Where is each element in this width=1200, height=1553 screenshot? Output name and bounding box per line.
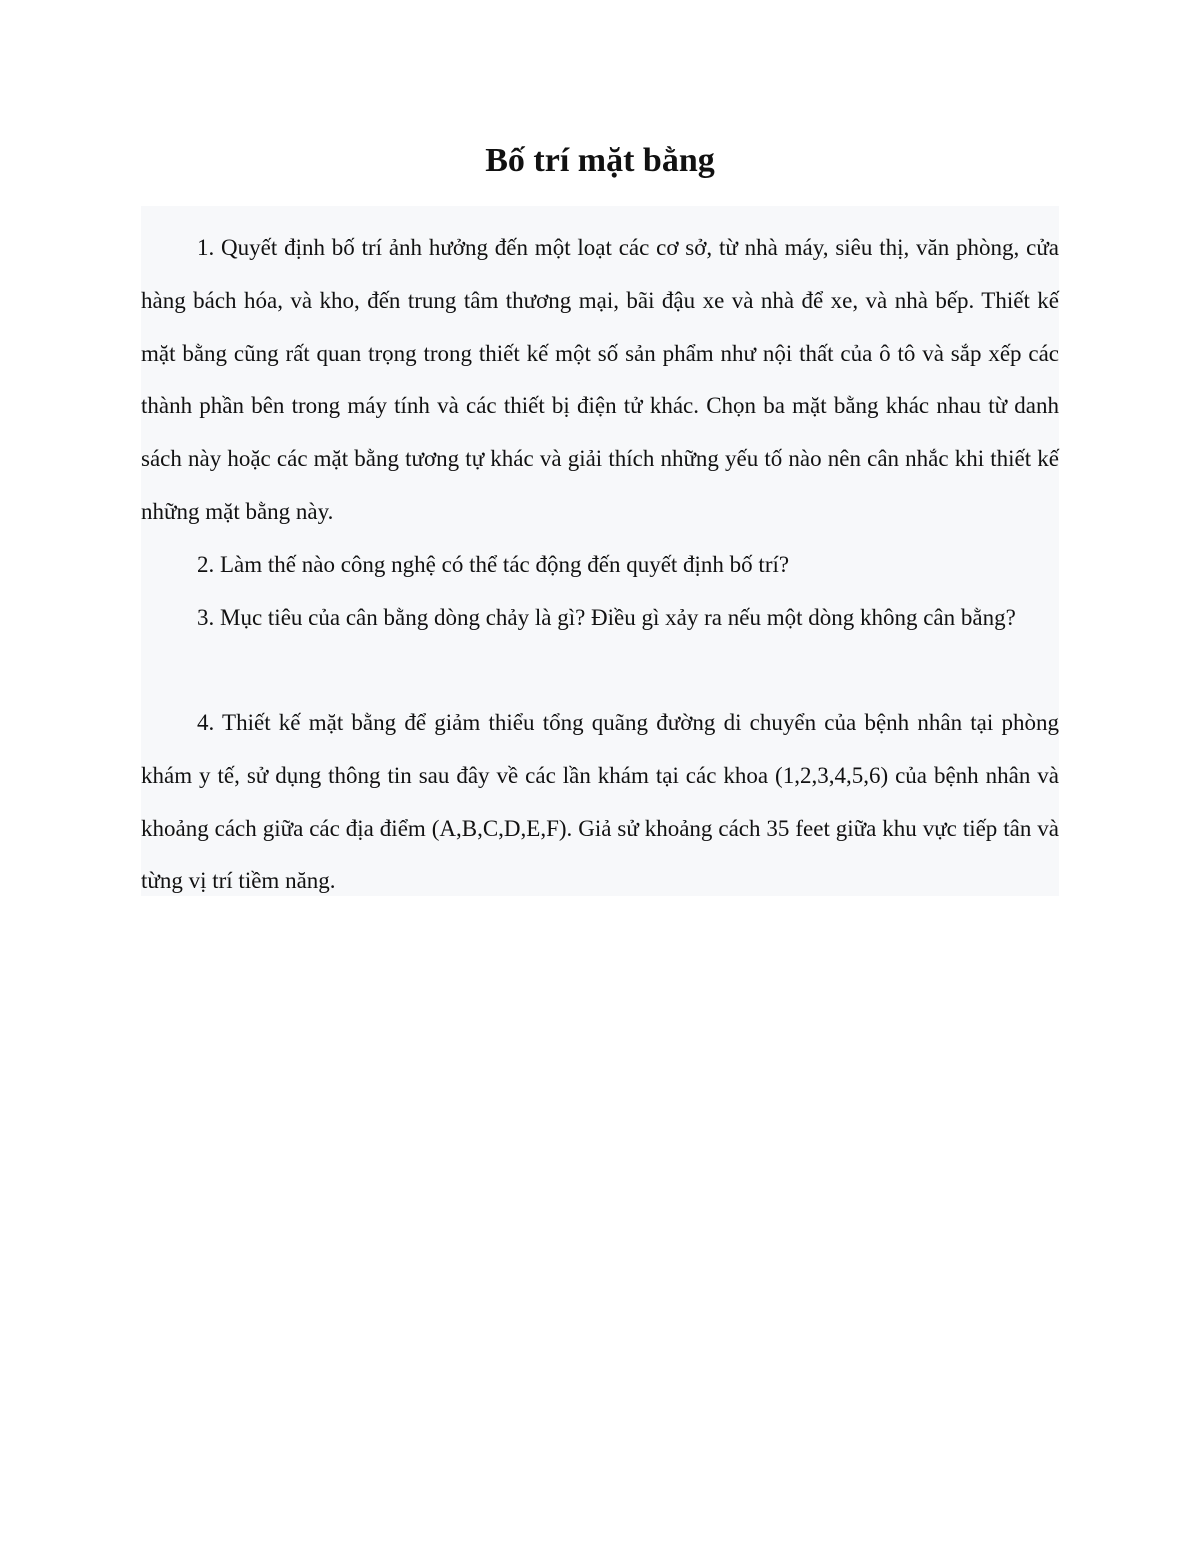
question-2: 2. Làm thế nào công nghệ có thể tác động đến quyết định bố trí?: [197, 552, 790, 577]
questions-block: [141, 206, 1059, 896]
question-1: 1. Quyết định bố trí ảnh hưởng đến một loạt các cơ sở, từ nhà máy, siêu thị, văn phòng, cửa hàng bách hóa, và kho, đến trung tâm thương mại, bãi đậu xe và nhà để xe, và nhà bếp. Thiết kế mặt bằng cũng rất quan trọng trong thiết kế một số sản phẩm như nội thất của ô tô và sắp xếp các thành phần bên trong máy tính và các thiết bị điện tử khác. Chọn ba mặt bằng khác nhau từ danh sách này hoặc các mặt bằng tương tự khác và giải thích những yếu tố nào nên cân nhắc khi thiết kế những mặt bằng này.: [141, 235, 1059, 524]
document-title: Bố trí mặt bằng: [485, 142, 715, 179]
question-3: 3. Mục tiêu của cân bằng dòng chảy là gì? Điều gì xảy ra nếu một dòng không cân bằng?: [197, 605, 1016, 630]
question-4: 4. Thiết kế mặt bằng để giảm thiểu tổng quãng đường di chuyển của bệnh nhân tại phòng khám y tế, sử dụng thông tin sau đây về các lần khám tại các khoa (1,2,3,4,5,6) của bệnh nhân và khoảng cách giữa các địa điểm (A,B,C,D,E,F). Giả sử khoảng cách 35 feet giữa khu vực tiếp tân và từng vị trí tiềm năng.: [141, 710, 1059, 894]
